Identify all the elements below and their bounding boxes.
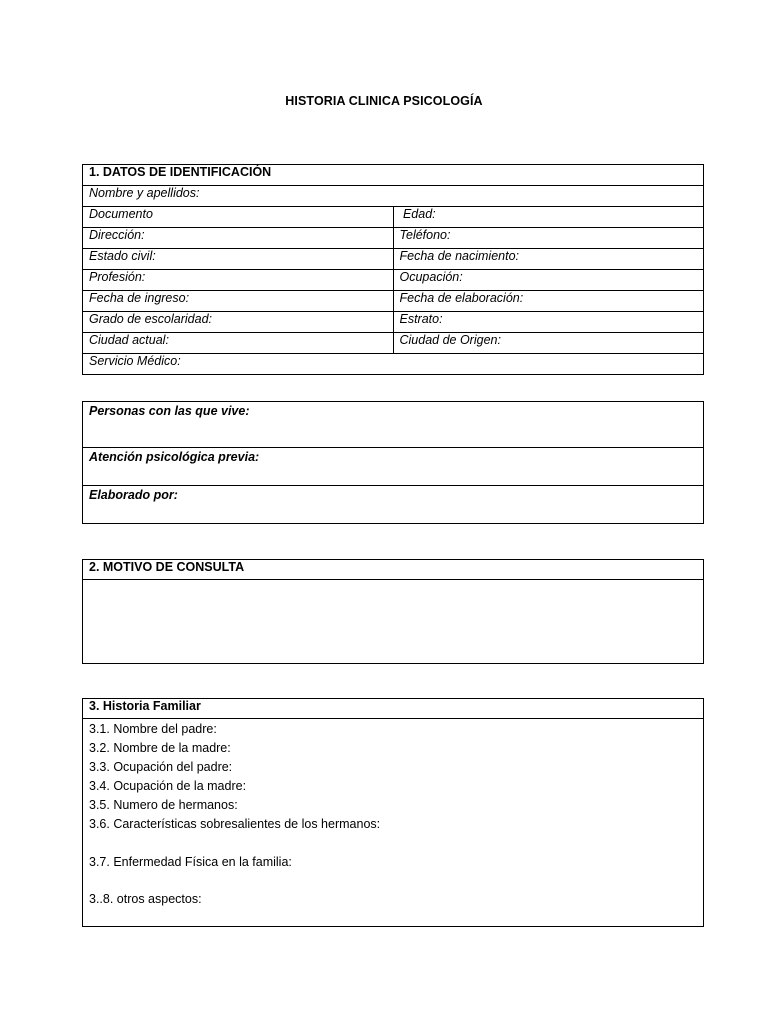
occupation-field[interactable]: Ocupación:	[393, 270, 704, 291]
family-illness-item: 3.7. Enfermedad Física en la familia:	[89, 854, 292, 869]
address-field[interactable]: Dirección:	[83, 228, 394, 249]
document-field[interactable]: Documento	[83, 207, 394, 228]
section-2-header: 2. MOTIVO DE CONSULTA	[83, 560, 704, 580]
mother-name-item: 3.2. Nombre de la madre:	[89, 741, 231, 755]
section-3-header: 3. Historia Familiar	[83, 699, 704, 719]
siblings-traits-item: 3.6. Características sobresalientes de los hermanos:	[89, 817, 381, 831]
prior-attention-field[interactable]: Atención psicológica previa:	[83, 448, 704, 486]
mother-occupation-item: 3.4. Ocupación de la madre:	[89, 779, 247, 793]
lives-with-field[interactable]: Personas con las que vive:	[83, 402, 704, 448]
prepared-by-field[interactable]: Elaborado por:	[83, 486, 704, 524]
consultation-reason-table	[82, 559, 704, 664]
admission-date-field[interactable]: Fecha de ingreso:	[83, 291, 394, 312]
family-history-table	[82, 698, 704, 927]
profession-field[interactable]: Profesión:	[83, 270, 394, 291]
current-city-field[interactable]: Ciudad actual:	[83, 333, 394, 354]
medical-service-field[interactable]: Servicio Médico:	[83, 354, 704, 375]
full-name-field[interactable]: Nombre y apellidos:	[83, 186, 704, 207]
additional-info-table	[82, 401, 704, 524]
identification-table	[82, 164, 704, 375]
other-aspects-item: 3..8. otros aspectos:	[89, 892, 202, 906]
father-occupation-item: 3.3. Ocupación del padre:	[89, 760, 233, 774]
family-history-field[interactable]	[83, 719, 704, 927]
origin-city-field[interactable]: Ciudad de Origen:	[393, 333, 704, 354]
siblings-count-item: 3.5. Numero de hermanos:	[89, 798, 238, 812]
phone-field[interactable]: Teléfono:	[393, 228, 704, 249]
birth-date-field[interactable]: Fecha de nacimiento:	[393, 249, 704, 270]
consultation-reason-field[interactable]	[83, 580, 704, 664]
page-title: HISTORIA CLINICA PSICOLOGÍA	[285, 94, 483, 108]
section-1-header: 1. DATOS DE IDENTIFICACIÓN	[83, 165, 704, 186]
age-field[interactable]: Edad:	[393, 207, 704, 228]
marital-status-field[interactable]: Estado civil:	[83, 249, 394, 270]
education-level-field[interactable]: Grado de escolaridad:	[83, 312, 394, 333]
father-name-item: 3.1. Nombre del padre:	[89, 722, 217, 736]
socioeconomic-stratum-field[interactable]: Estrato:	[393, 312, 704, 333]
preparation-date-field[interactable]: Fecha de elaboración:	[393, 291, 704, 312]
